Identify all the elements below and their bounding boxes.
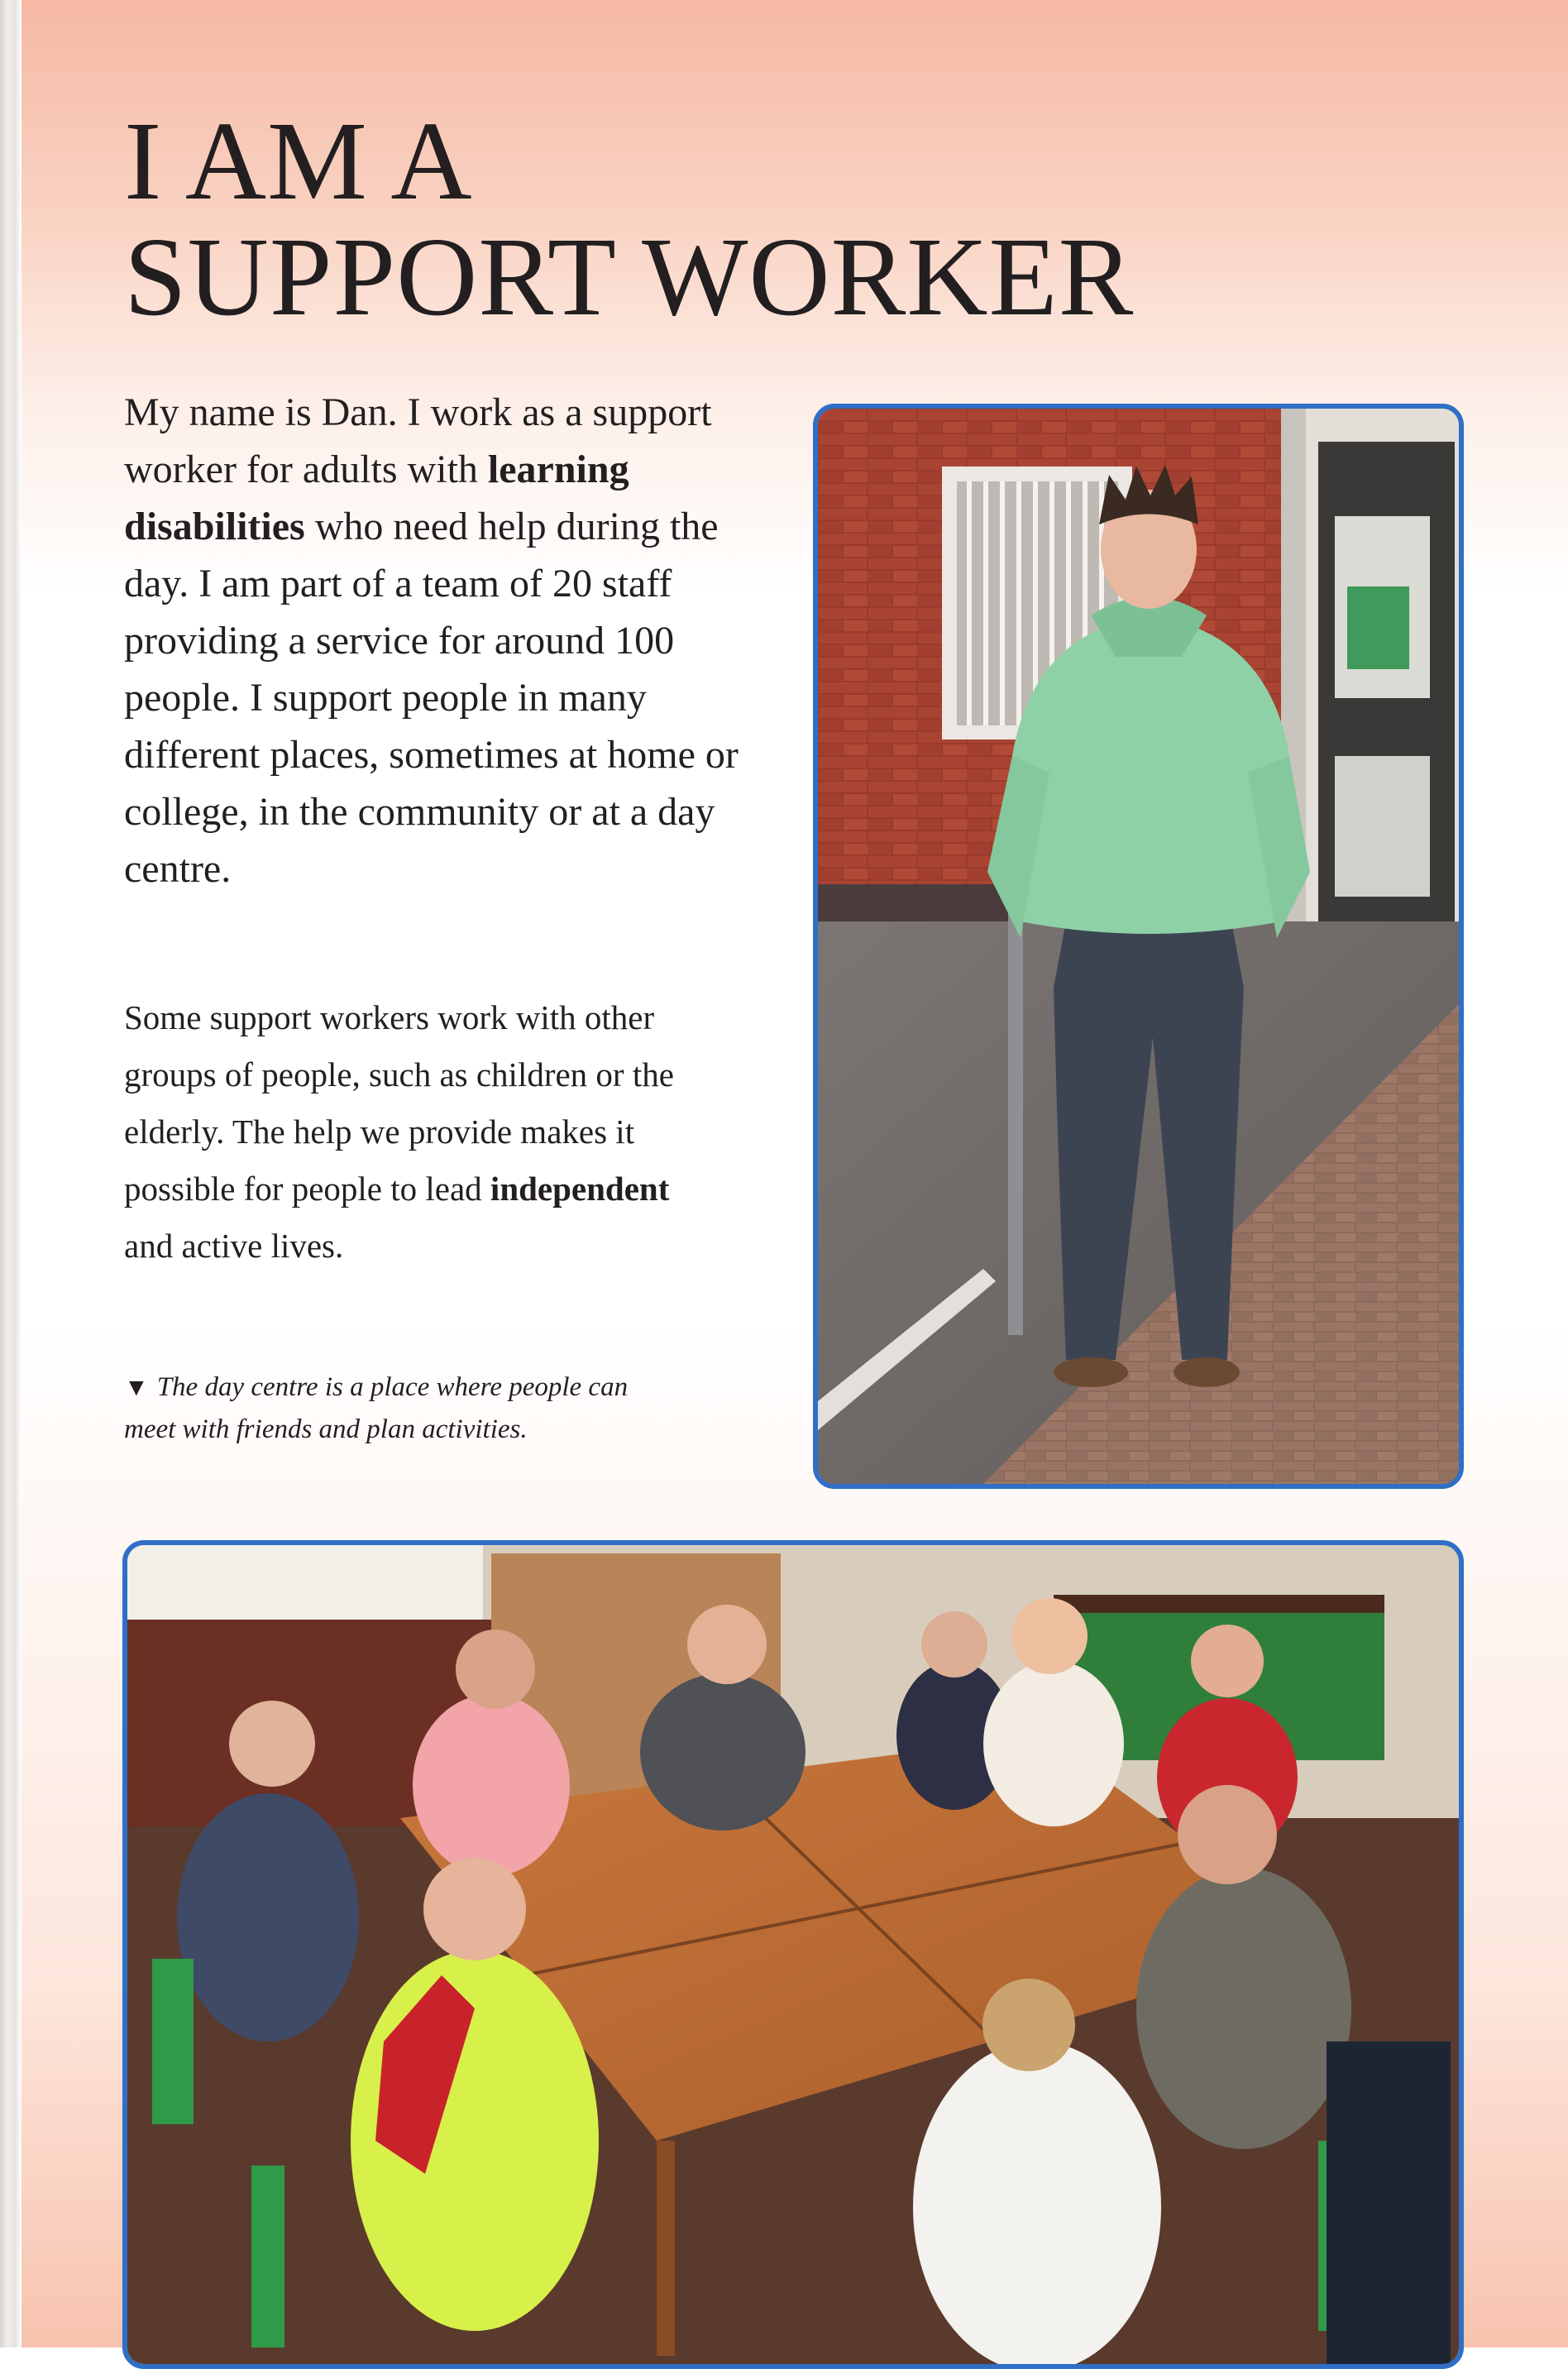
metal-post [1008, 872, 1023, 1335]
day-centre-photo-illustration [127, 1545, 1459, 2364]
intro-text-1: My name is Dan. I work as a support worker for adults with [124, 390, 712, 491]
title-line-1: I AM A [124, 99, 473, 223]
body2-text-2: and active lives. [124, 1227, 344, 1265]
intro-text-2: who need help during the day. I am part of a team of 20 staff providing a service for around 100 people. I support people in many different places, sometimes at home or college, in the community or at a day centre. [124, 505, 739, 891]
book-page-edge [0, 0, 22, 2347]
hanging-jacket [1327, 2041, 1451, 2364]
title-line-2: SUPPORT WORKER [124, 215, 1135, 339]
term-independent: independent [490, 1170, 670, 1208]
caption-text: The day centre is a place where people can meet with friends and plan activities. [124, 1372, 629, 1444]
body2-text-1: Some support workers work with other groups of people, such as children or the elderly. The help we provide makes it possible for people to lead [124, 998, 674, 1208]
caption-triangle-icon: ▼ [124, 1374, 149, 1401]
photo-caption [124, 1366, 637, 1451]
door-pane-bottom [1335, 756, 1430, 897]
term-learning-disabilities: learning disabilities [124, 447, 629, 548]
intro-paragraph [124, 384, 786, 897]
photo-day-centre-group [122, 1540, 1464, 2369]
dan-photo-illustration [818, 409, 1459, 1484]
window-blinds [127, 1545, 483, 1620]
photo-dan-support-worker [813, 404, 1464, 1489]
green-door-sign [1347, 586, 1409, 669]
page-title [124, 99, 1135, 339]
support-groups-paragraph [124, 989, 703, 1275]
